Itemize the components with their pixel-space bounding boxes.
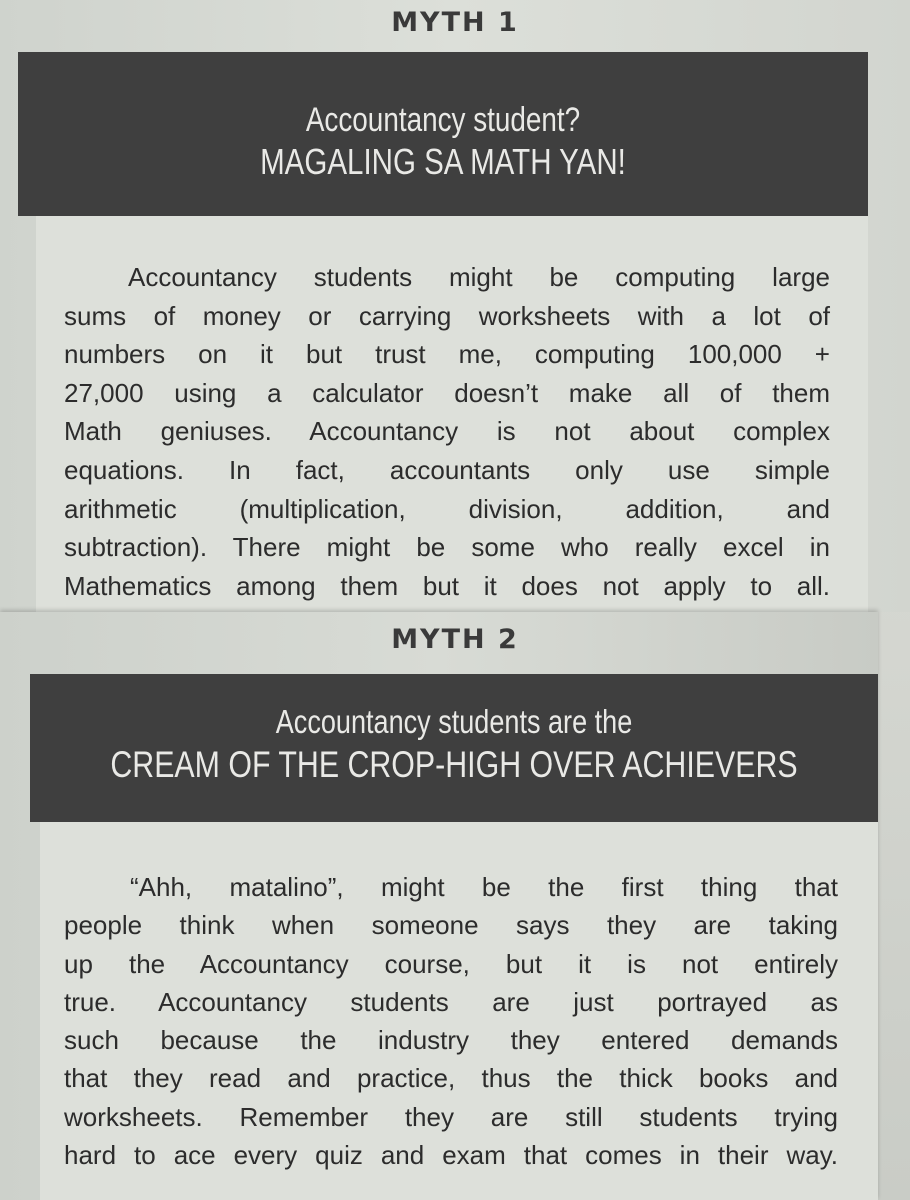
myth-2-line: such because the industry they entered demands bbox=[64, 1025, 838, 1056]
myth-2-line: worksheets. Remember they are still students trying bbox=[64, 1101, 838, 1132]
myth-1-banner-subtitle: MAGALING SA MATH YAN! bbox=[260, 141, 626, 182]
myth-2-body bbox=[64, 868, 838, 1174]
myth-1-label: MYTH 1 bbox=[391, 7, 519, 38]
myth-2-line: up the Accountancy course, but it is not entirely bbox=[64, 948, 838, 979]
myth-2-label: MYTH 2 bbox=[391, 624, 519, 655]
myth-1-line: Mathematics among them but it does not apply to all. bbox=[64, 570, 830, 601]
myth-2-section bbox=[0, 612, 878, 1200]
myth-2-line: people think when someone says they are taking bbox=[64, 910, 838, 941]
myth-2-line: that they read and practice, thus the thick books and bbox=[64, 1063, 838, 1094]
myth-1-banner-title: Accountancy student? bbox=[305, 101, 581, 139]
myth-2-banner-subtitle: CREAM OF THE CROP-HIGH OVER ACHIEVERS bbox=[110, 744, 798, 785]
myth-2-banner-title: Accountancy students are the bbox=[275, 703, 633, 740]
myth-1-line: numbers on it but trust me, computing 100,000 + bbox=[64, 339, 830, 370]
myth-2-line: “Ahh, matalino”, might be the first thing that bbox=[130, 872, 838, 902]
myth-1-line: sums of money or carrying worksheets with a lot of bbox=[64, 300, 830, 331]
myth-1-line: 27,000 using a calculator doesn’t make all of them bbox=[64, 377, 830, 408]
myth-1-line: equations. In fact, accountants only use simple bbox=[64, 454, 830, 485]
myth-2-line: true. Accountancy students are just portrayed as bbox=[64, 986, 838, 1017]
myth-2-line: hard to ace every quiz and exam that comes in their way. bbox=[64, 1140, 838, 1171]
myth-1-line: subtraction). There might be some who really excel in bbox=[64, 532, 830, 563]
myth-1-line: Math geniuses. Accountancy is not about complex bbox=[64, 416, 830, 447]
myth-1-body bbox=[64, 258, 830, 605]
myth-2-banner bbox=[30, 674, 878, 822]
myth-1-banner bbox=[18, 52, 868, 216]
myth-1-line: arithmetic (multiplication, division, addition, and bbox=[64, 493, 830, 524]
myth-1-line: Accountancy students might be computing large bbox=[128, 262, 830, 292]
